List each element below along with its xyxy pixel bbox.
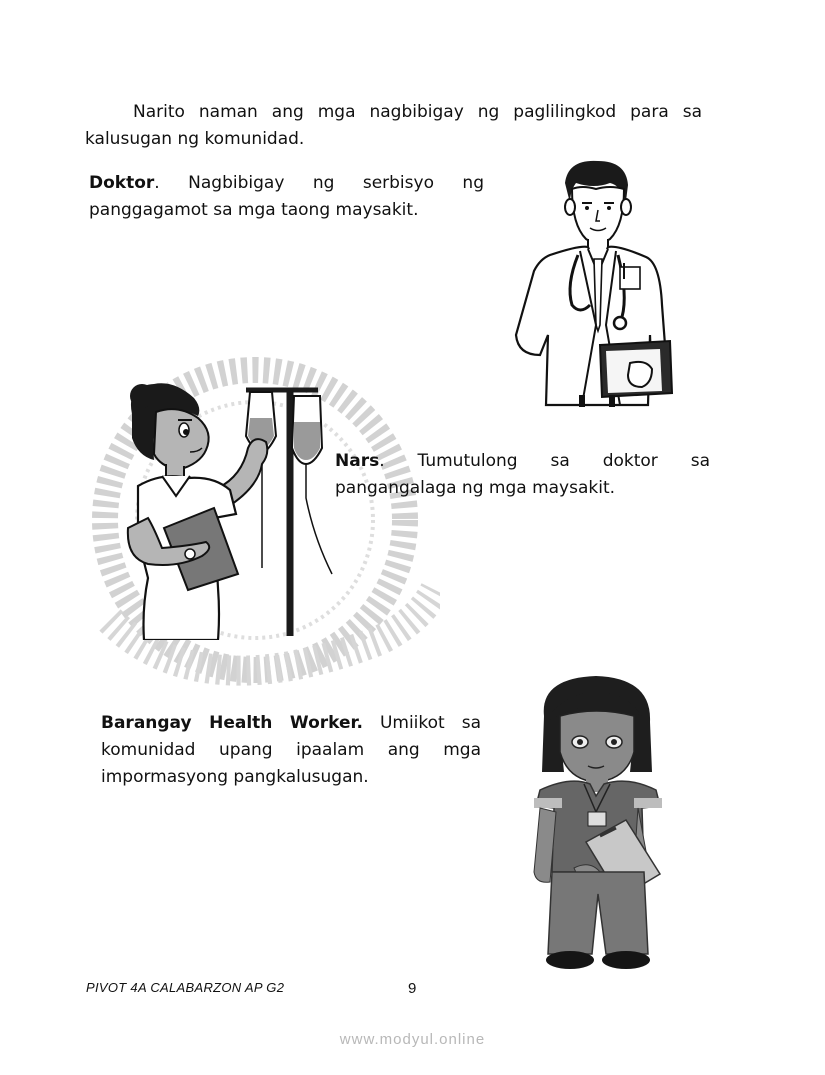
doktor-description: . Nagbibigay ng serbisyo ng panggagamot sa mga taong maysakit. <box>89 173 484 220</box>
bhw-term: Barangay Health Worker. <box>101 713 363 733</box>
nurse-illustration <box>118 378 338 640</box>
site-url-watermark: www.modyul.online <box>339 1031 486 1048</box>
doktor-term: Doktor <box>89 173 155 193</box>
page-number: 9 <box>408 980 417 997</box>
nars-description: . Tumutulong sa doktor sa pangangalaga ng mga maysakit. <box>335 451 710 498</box>
health-worker-illustration <box>530 672 665 972</box>
footer-series-label: PIVOT 4A CALABARZON AP G2 <box>86 980 285 995</box>
nars-paragraph <box>335 448 710 502</box>
doctor-illustration <box>510 155 680 407</box>
bhw-description: Umiikot sa komunidad upang ipaalam ang mga impormasyong pangkalusugan. <box>101 713 481 787</box>
bhw-paragraph <box>101 710 481 791</box>
nars-term: Nars <box>335 451 380 471</box>
doktor-paragraph <box>89 170 484 224</box>
intro-paragraph: Narito naman ang mga nagbibigay ng paglilingkod para sa kalusugan ng komunidad. <box>85 102 702 149</box>
